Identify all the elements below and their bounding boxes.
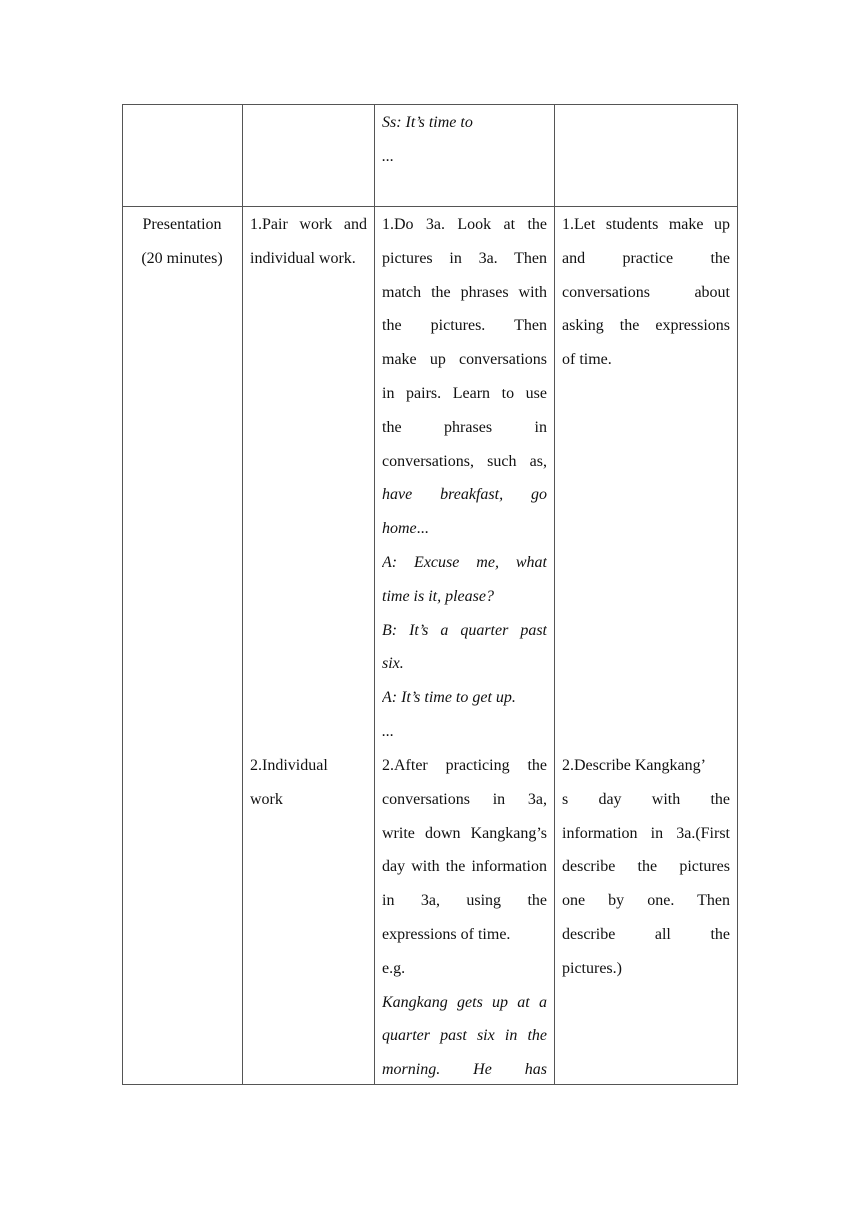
text-line: asking the expressions (562, 317, 730, 335)
top-row-activity-cell (382, 106, 548, 174)
example-line: quarter past six in the (382, 1027, 547, 1045)
table-col-divider-2 (374, 104, 375, 1085)
dialog-line: time is it, please? (382, 587, 494, 605)
interaction-cell-1 (250, 208, 367, 276)
text-line: conversations about (562, 283, 730, 301)
text-line: e.g. (382, 959, 406, 977)
text-line: conversations in 3a, (382, 790, 547, 808)
text-line: match the phrases with (382, 283, 547, 301)
purpose-cell-1 (562, 208, 730, 377)
text-line: and practice the (562, 249, 730, 267)
text-line: have breakfast, go (382, 486, 547, 504)
text-line: of time. (562, 351, 612, 369)
activity-cell-2 (382, 749, 547, 1087)
table-border-top (122, 104, 738, 105)
text-line: individual work. (250, 249, 356, 267)
activity-cell-1 (382, 208, 547, 749)
dialog-line: B: It’s a quarter past (382, 621, 547, 639)
stage-duration: (20 minutes) (141, 249, 223, 267)
table-col-divider-1 (242, 104, 243, 1085)
italic-phrase: home (382, 520, 417, 538)
interaction-cell-2 (250, 749, 367, 817)
dialog-line: A: Excuse me, what (382, 553, 547, 571)
text-line: work (250, 790, 283, 808)
text-line: 2.Individual (250, 757, 328, 774)
table-col-divider-3 (554, 104, 555, 1085)
table-border-left (122, 104, 123, 1085)
text-line: write down Kangkang’s (382, 824, 547, 842)
dialog-line: six. (382, 655, 404, 673)
text-line: Ss: It’s time to (382, 114, 473, 131)
example-line: Kangkang gets up at a (382, 993, 547, 1011)
text-line: 2.After practicing the (382, 757, 547, 774)
text-line: 1.Do 3a. Look at the (382, 216, 547, 233)
table-row-divider (122, 206, 738, 207)
ellipsis: ... (416, 520, 429, 538)
stage-label: Presentation (142, 216, 222, 233)
table-border-right (737, 104, 738, 1085)
text-line: the phrases in (382, 418, 547, 436)
text-line: expressions of time. (382, 925, 511, 943)
text-line: 1.Pair work and (250, 216, 367, 233)
text-line: day with the information (382, 858, 547, 876)
text-line: one by one. Then (562, 892, 730, 910)
text-line: pictures in 3a. Then (382, 249, 547, 267)
purpose-cell-2 (562, 749, 730, 986)
text-line: s day with the (562, 790, 730, 808)
text-line (382, 512, 547, 546)
text-line: ... (382, 147, 394, 165)
dialog-line: ... (382, 722, 394, 740)
example-line: morning. He has (382, 1061, 547, 1079)
text-line: in 3a, using the (382, 892, 547, 910)
text-line: 1.Let students make up (562, 216, 730, 233)
text-line: in pairs. Learn to use (382, 384, 547, 402)
dialog-line: A: It’s time to get up. (382, 689, 516, 707)
text-line: make up conversations (382, 351, 547, 369)
text-line: conversations, such as, (382, 452, 547, 470)
text-line: the pictures. Then (382, 317, 547, 335)
text-line: information in 3a.(First (562, 824, 730, 842)
text-line: describe all the (562, 925, 730, 943)
text-line: describe the pictures (562, 858, 730, 876)
text-line: 2.Describe Kangkang’ (562, 757, 706, 774)
stage-cell (124, 208, 240, 276)
text-line: pictures.) (562, 959, 622, 977)
